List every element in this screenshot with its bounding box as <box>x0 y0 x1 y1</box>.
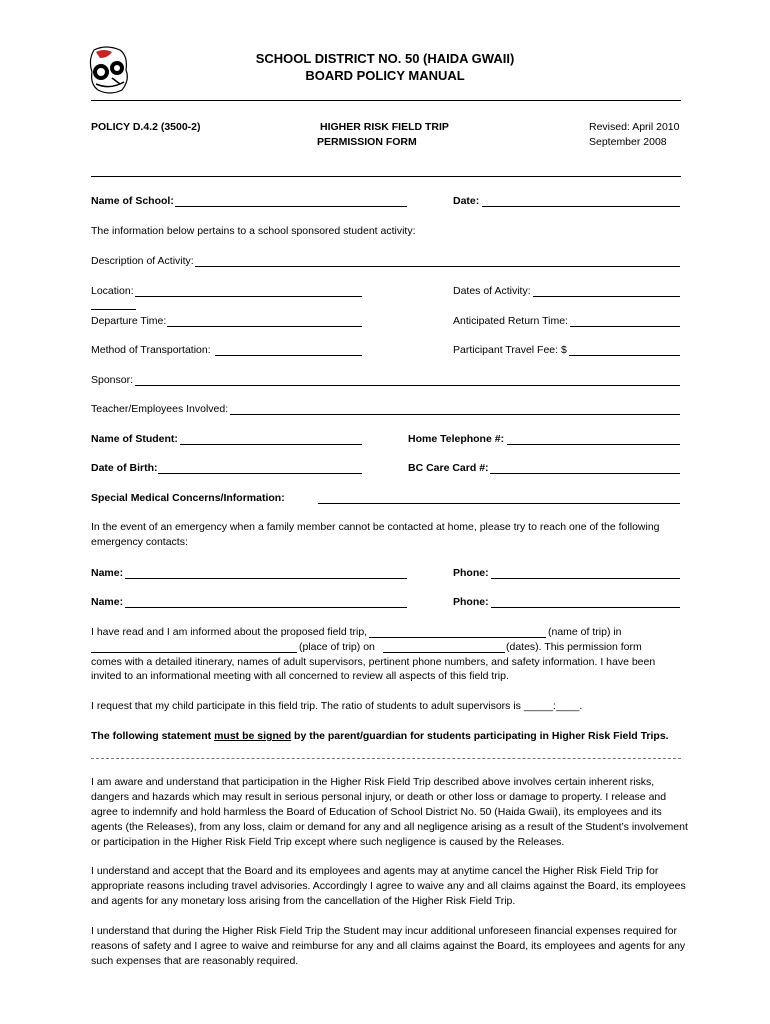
location-field[interactable] <box>135 296 362 297</box>
consent-line1-b: (name of trip) in <box>548 626 622 638</box>
waiver-paragraph-3: I understand that during the Higher Risk Field Trip the Student may incur additional unforeseen financial expenses required for reasons of safety and I agree to waive and reimburse for any and all claims against the Board, its employees and agents for any such expenses that are reasonably required. <box>91 925 686 967</box>
dates-of-activity-field[interactable] <box>533 296 680 297</box>
consent-line4: invited to an informational meeting with all concerned to review all aspects of this field trip. <box>91 670 509 682</box>
dob-label: Date of Birth: <box>91 462 158 474</box>
signature-statement <box>91 730 669 742</box>
consent-line2-b: (dates). This permission form <box>506 641 642 653</box>
section-divider <box>91 176 681 177</box>
travel-fee-label: Participant Travel Fee: $ <box>453 344 567 356</box>
trip-name-field[interactable] <box>369 637 546 638</box>
contact-name-1-label: Name: <box>91 567 124 579</box>
dob-field[interactable] <box>158 473 362 474</box>
statement-emphasis: must be signed <box>214 730 292 742</box>
revised-date-2: September 2008 <box>589 136 667 148</box>
contact-phone-2-label: Phone: <box>453 596 489 608</box>
contact-phone-1-label: Phone: <box>453 567 489 579</box>
header-divider <box>91 100 681 101</box>
care-card-label: BC Care Card #: <box>408 462 489 474</box>
location-label: Location: <box>91 285 134 297</box>
student-name-field[interactable] <box>180 444 362 445</box>
transportation-field[interactable] <box>215 355 362 356</box>
return-time-field[interactable] <box>570 326 680 327</box>
departure-time-label: Departure Time: <box>91 315 167 327</box>
statement-part-b: by the parent/guardian for students participating in Higher Risk Field Trips. <box>291 730 669 742</box>
medical-field[interactable] <box>318 503 680 504</box>
teachers-label: Teacher/Employees Involved: <box>91 403 229 415</box>
school-name-label: Name of School: <box>91 195 174 207</box>
description-field[interactable] <box>195 266 680 267</box>
consent-line3: comes with a detailed itinerary, names of adult supervisors, pertinent phone numbers, and safety information. I have been <box>91 656 656 668</box>
form-title-line2: PERMISSION FORM <box>317 136 417 148</box>
statement-part-a: The following statement <box>91 730 215 742</box>
contact-name-1-field[interactable] <box>125 578 407 579</box>
emergency-text-2: emergency contacts: <box>91 536 188 548</box>
emergency-text-1: In the event of an emergency when a family member cannot be contacted at home, please try to reach one of the following <box>91 521 660 533</box>
manual-title: BOARD POLICY MANUAL <box>305 68 465 83</box>
waiver-paragraph-1: I am aware and understand that participation in the Higher Risk Field Trip described above involves certain inherent risks, dangers and hazards which may result in serious personal injury, or death or other loss or damage to property. I release and agree to indemnify and hold harmless the Board of Education of School District No. 50 (Haida Gwaii), its employees and its agents (the Releases), from any loss, claim or demand for any and all negligence arising as a result of the Student’s involvement or participation in the Higher Risk Field Trip except where such negligence is caused by the Releases. <box>91 776 688 848</box>
student-name-label: Name of Student: <box>91 433 178 445</box>
policy-number: POLICY D.4.2 (3500-2) <box>91 121 201 133</box>
dashed-divider <box>91 758 681 759</box>
form-title-line1: HIGHER RISK FIELD TRIP <box>320 121 449 133</box>
contact-phone-2-field[interactable] <box>491 607 680 608</box>
consent-line1-a: I have read and I am informed about the proposed field trip, <box>91 626 368 638</box>
description-label: Description of Activity: <box>91 255 194 267</box>
home-phone-label: Home Telephone #: <box>408 433 505 445</box>
date-field[interactable] <box>482 206 680 207</box>
sponsor-field[interactable] <box>135 385 680 386</box>
care-card-field[interactable] <box>490 473 680 474</box>
transportation-label: Method of Transportation: <box>91 344 211 356</box>
revised-date: Revised: April 2010 <box>589 121 680 133</box>
info-text: The information below pertains to a school sponsored student activity: <box>91 225 416 237</box>
contact-name-2-label: Name: <box>91 596 124 608</box>
departure-time-field[interactable] <box>167 326 362 327</box>
date-label: Date: <box>453 195 480 207</box>
teachers-field[interactable] <box>230 414 680 415</box>
stray-line <box>91 309 136 310</box>
sponsor-label: Sponsor: <box>91 374 134 386</box>
home-phone-field[interactable] <box>507 444 680 445</box>
contact-phone-1-field[interactable] <box>491 578 680 579</box>
dates-of-activity-label: Dates of Activity: <box>453 285 531 297</box>
travel-fee-field[interactable] <box>569 355 680 356</box>
trip-place-field[interactable] <box>91 652 297 653</box>
return-time-label: Anticipated Return Time: <box>453 315 568 327</box>
medical-label: Special Medical Concerns/Information: <box>91 492 285 504</box>
waiver-paragraph-2: I understand and accept that the Board and its employees and agents may at anytime cancel the Higher Risk Field Trip for appropriate reasons including travel advisories. Accordingly I agree to waive any and all claims against the Board, its employees and agents for any monetary loss arising from the cancellation of the Higher Risk Field Trip. <box>91 865 686 907</box>
trip-dates-field[interactable] <box>383 652 505 653</box>
contact-name-2-field[interactable] <box>125 607 407 608</box>
ratio-text: I request that my child participate in this field trip. The ratio of students to adult supervisors is _____:____. <box>91 700 583 712</box>
district-title: SCHOOL DISTRICT NO. 50 (HAIDA GWAII) <box>255 51 515 66</box>
consent-line2-a: (place of trip) on <box>299 641 375 653</box>
school-name-field[interactable] <box>175 206 407 207</box>
